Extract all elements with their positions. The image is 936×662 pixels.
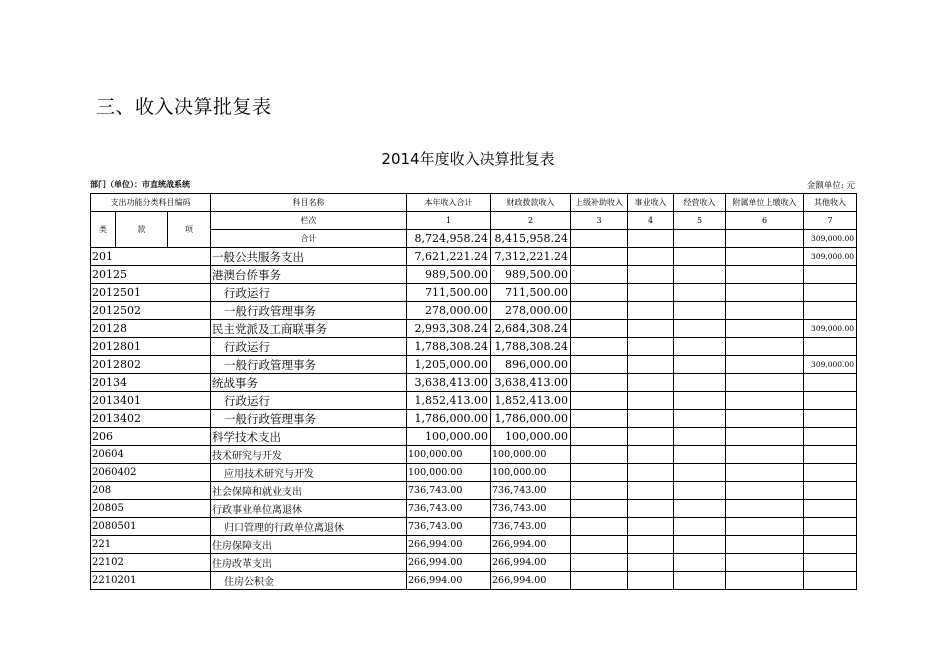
subject-code: 20128 <box>91 320 211 338</box>
subject-code: 2012802 <box>91 356 211 374</box>
fiscal-income: 266,994.00 <box>491 536 571 554</box>
subject-name-header: 科目名称 <box>211 194 407 212</box>
total-income: 989,500.00 <box>407 266 491 284</box>
business-income <box>628 248 674 266</box>
business-income <box>628 554 674 572</box>
subject-code: 22102 <box>91 554 211 572</box>
business-income <box>628 374 674 392</box>
superior-subsidy <box>571 500 628 518</box>
business-income <box>628 338 674 356</box>
superior-subsidy <box>571 356 628 374</box>
other-income: 309,000.00 <box>804 320 857 338</box>
subject-name: 一般行政管理事务 <box>211 356 407 374</box>
business-income <box>628 572 674 590</box>
business-income <box>628 482 674 500</box>
other-income <box>804 446 857 464</box>
total-income: 736,743.00 <box>407 518 491 536</box>
subject-name: 住房改革支出 <box>211 554 407 572</box>
affiliated-income <box>726 554 804 572</box>
affiliated-income <box>726 266 804 284</box>
fiscal-income: 266,994.00 <box>491 572 571 590</box>
subject-code: 20604 <box>91 446 211 464</box>
total-income: 100,000.00 <box>407 428 491 446</box>
total-income: 100,000.00 <box>407 446 491 464</box>
fiscal-income: 100,000.00 <box>491 464 571 482</box>
subject-name: 行政运行 <box>211 284 407 302</box>
affiliated-income <box>726 410 804 428</box>
subject-code: 2012801 <box>91 338 211 356</box>
total-income: 1,852,413.00 <box>407 392 491 410</box>
business-income <box>628 518 674 536</box>
subject-name: 行政运行 <box>211 338 407 356</box>
affiliated-income <box>726 320 804 338</box>
superior-subsidy <box>571 518 628 536</box>
operating-income <box>674 536 726 554</box>
fiscal-income: 736,743.00 <box>491 482 571 500</box>
table-row <box>91 410 857 428</box>
operating-income <box>674 518 726 536</box>
business-income <box>628 284 674 302</box>
superior-subsidy <box>571 248 628 266</box>
total-value-3 <box>571 230 628 248</box>
table-row <box>91 302 857 320</box>
col-number-4: 4 <box>628 212 674 230</box>
business-income <box>628 266 674 284</box>
other-income <box>804 536 857 554</box>
total-income: 266,994.00 <box>407 572 491 590</box>
subject-code: 20805 <box>91 500 211 518</box>
total-value-1: 8,724,958.24 <box>407 230 491 248</box>
total-income: 3,638,413.00 <box>407 374 491 392</box>
superior-subsidy <box>571 446 628 464</box>
operating-income <box>674 284 726 302</box>
business-income <box>628 392 674 410</box>
code-group-header: 支出功能分类科目编码 <box>91 194 211 212</box>
total-income: 278,000.00 <box>407 302 491 320</box>
fiscal-income: 711,500.00 <box>491 284 571 302</box>
total-income: 1,205,000.00 <box>407 356 491 374</box>
superior-subsidy <box>571 428 628 446</box>
business-income <box>628 302 674 320</box>
affiliated-income <box>726 482 804 500</box>
amount-unit-label: 金额单位: 元 <box>806 181 855 191</box>
operating-income <box>674 464 726 482</box>
subject-code: 2012502 <box>91 302 211 320</box>
total-income: 266,994.00 <box>407 536 491 554</box>
total-income: 7,621,221.24 <box>407 248 491 266</box>
superior-subsidy <box>571 536 628 554</box>
col-number-5: 5 <box>674 212 726 230</box>
total-income: 711,500.00 <box>407 284 491 302</box>
affiliated-income <box>726 446 804 464</box>
operating-income <box>674 554 726 572</box>
table-title: 2014年度收入决算批复表 <box>381 150 555 168</box>
subject-code: 2013401 <box>91 392 211 410</box>
operating-income <box>674 482 726 500</box>
table-row <box>91 266 857 284</box>
col-number-2: 2 <box>491 212 571 230</box>
operating-income <box>674 392 726 410</box>
table-row <box>91 428 857 446</box>
total-income: 2,993,308.24 <box>407 320 491 338</box>
business-income <box>628 446 674 464</box>
col-header-3: 上级补助收入 <box>571 194 628 212</box>
operating-income <box>674 338 726 356</box>
subject-code: 206 <box>91 428 211 446</box>
operating-income <box>674 356 726 374</box>
subject-name: 一般公共服务支出 <box>211 248 407 266</box>
total-income: 1,788,308.24 <box>407 338 491 356</box>
superior-subsidy <box>571 482 628 500</box>
subject-code: 221 <box>91 536 211 554</box>
business-income <box>628 356 674 374</box>
total-income: 266,994.00 <box>407 554 491 572</box>
operating-income <box>674 374 726 392</box>
section-title: 三、收入决算批复表 <box>96 96 272 118</box>
table-row <box>91 464 857 482</box>
superior-subsidy <box>571 464 628 482</box>
lei-header: 类 <box>91 212 116 248</box>
total-value-2: 8,415,958.24 <box>491 230 571 248</box>
superior-subsidy <box>571 572 628 590</box>
other-income <box>804 410 857 428</box>
superior-subsidy <box>571 266 628 284</box>
total-value-6 <box>726 230 804 248</box>
superior-subsidy <box>571 554 628 572</box>
subject-name: 住房公积金 <box>211 572 407 590</box>
operating-income <box>674 248 726 266</box>
superior-subsidy <box>571 410 628 428</box>
superior-subsidy <box>571 284 628 302</box>
table-row <box>91 536 857 554</box>
col-number-7: 7 <box>804 212 857 230</box>
col-number-6: 6 <box>726 212 804 230</box>
other-income: 309,000.00 <box>804 248 857 266</box>
affiliated-income <box>726 428 804 446</box>
affiliated-income <box>726 500 804 518</box>
subject-name: 住房保障支出 <box>211 536 407 554</box>
other-income <box>804 554 857 572</box>
superior-subsidy <box>571 302 628 320</box>
other-income <box>804 302 857 320</box>
col-header-2: 财政拨款收入 <box>491 194 571 212</box>
other-income <box>804 572 857 590</box>
fiscal-income: 1,852,413.00 <box>491 392 571 410</box>
fiscal-income: 100,000.00 <box>491 446 571 464</box>
operating-income <box>674 320 726 338</box>
table-row <box>91 518 857 536</box>
col-number-3: 3 <box>571 212 628 230</box>
affiliated-income <box>726 284 804 302</box>
subject-name: 一般行政管理事务 <box>211 302 407 320</box>
subject-code: 20134 <box>91 374 211 392</box>
subject-code: 2080501 <box>91 518 211 536</box>
other-income <box>804 266 857 284</box>
affiliated-income <box>726 572 804 590</box>
affiliated-income <box>726 338 804 356</box>
subject-name: 社会保障和就业支出 <box>211 482 407 500</box>
operating-income <box>674 428 726 446</box>
total-value-4 <box>628 230 674 248</box>
total-income: 100,000.00 <box>407 464 491 482</box>
affiliated-income <box>726 464 804 482</box>
col-number-1: 1 <box>407 212 491 230</box>
total-value-7: 309,000.00 <box>804 230 857 248</box>
other-income <box>804 500 857 518</box>
col-header-7: 其他收入 <box>804 194 857 212</box>
fiscal-income: 278,000.00 <box>491 302 571 320</box>
table-row <box>91 572 857 590</box>
lanci-label: 栏次 <box>211 212 407 230</box>
operating-income <box>674 500 726 518</box>
table-row <box>91 374 857 392</box>
col-header-4: 事业收入 <box>628 194 674 212</box>
total-income: 736,743.00 <box>407 500 491 518</box>
subject-code: 2060402 <box>91 464 211 482</box>
superior-subsidy <box>571 392 628 410</box>
fiscal-income: 989,500.00 <box>491 266 571 284</box>
fiscal-income: 1,788,308.24 <box>491 338 571 356</box>
operating-income <box>674 446 726 464</box>
col-header-1: 本年收入合计 <box>407 194 491 212</box>
subject-name: 港澳台侨事务 <box>211 266 407 284</box>
department-label: 部门（单位）：市直统战系统 <box>90 180 190 189</box>
table-row <box>91 500 857 518</box>
total-income: 736,743.00 <box>407 482 491 500</box>
fiscal-income: 1,786,000.00 <box>491 410 571 428</box>
table-row <box>91 392 857 410</box>
affiliated-income <box>726 536 804 554</box>
other-income <box>804 338 857 356</box>
header-row-1 <box>91 194 857 212</box>
affiliated-income <box>726 392 804 410</box>
business-income <box>628 464 674 482</box>
other-income <box>804 284 857 302</box>
other-income <box>804 374 857 392</box>
business-income <box>628 500 674 518</box>
fiscal-income: 7,312,221.24 <box>491 248 571 266</box>
subject-code: 20125 <box>91 266 211 284</box>
fiscal-income: 3,638,413.00 <box>491 374 571 392</box>
table-row <box>91 284 857 302</box>
subject-name: 统战事务 <box>211 374 407 392</box>
superior-subsidy <box>571 338 628 356</box>
other-income <box>804 464 857 482</box>
total-label: 合计 <box>211 230 407 248</box>
table-row <box>91 446 857 464</box>
col-header-6: 附属单位上缴收入 <box>726 194 804 212</box>
subject-name: 行政运行 <box>211 392 407 410</box>
business-income <box>628 320 674 338</box>
fiscal-income: 736,743.00 <box>491 518 571 536</box>
operating-income <box>674 410 726 428</box>
other-income <box>804 518 857 536</box>
subject-name: 民主党派及工商联事务 <box>211 320 407 338</box>
other-income <box>804 392 857 410</box>
subject-code: 2210201 <box>91 572 211 590</box>
subject-name: 一般行政管理事务 <box>211 410 407 428</box>
subject-code: 201 <box>91 248 211 266</box>
subject-name: 应用技术研究与开发 <box>211 464 407 482</box>
col-header-5: 经营收入 <box>674 194 726 212</box>
subject-code: 208 <box>91 482 211 500</box>
subject-name: 科学技术支出 <box>211 428 407 446</box>
superior-subsidy <box>571 374 628 392</box>
table-row <box>91 554 857 572</box>
other-income: 309,000.00 <box>804 356 857 374</box>
affiliated-income <box>726 518 804 536</box>
total-value-5 <box>674 230 726 248</box>
affiliated-income <box>726 302 804 320</box>
total-income: 1,786,000.00 <box>407 410 491 428</box>
table-row <box>91 320 857 338</box>
subject-code: 2013402 <box>91 410 211 428</box>
fiscal-income: 266,994.00 <box>491 554 571 572</box>
xiang-header: 项 <box>168 212 211 248</box>
fiscal-income: 2,684,308.24 <box>491 320 571 338</box>
fiscal-income: 736,743.00 <box>491 500 571 518</box>
fiscal-income: 896,000.00 <box>491 356 571 374</box>
subject-code: 2012501 <box>91 284 211 302</box>
other-income <box>804 482 857 500</box>
affiliated-income <box>726 356 804 374</box>
operating-income <box>674 302 726 320</box>
other-income <box>804 428 857 446</box>
operating-income <box>674 572 726 590</box>
header-row-2 <box>91 212 857 230</box>
business-income <box>628 536 674 554</box>
subject-name: 行政事业单位离退休 <box>211 500 407 518</box>
table-row <box>91 482 857 500</box>
table-row <box>91 356 857 374</box>
income-table <box>90 193 857 590</box>
affiliated-income <box>726 248 804 266</box>
table-row <box>91 248 857 266</box>
operating-income <box>674 266 726 284</box>
subject-name: 技术研究与开发 <box>211 446 407 464</box>
fiscal-income: 100,000.00 <box>491 428 571 446</box>
subject-name: 归口管理的行政单位离退休 <box>211 518 407 536</box>
affiliated-income <box>726 374 804 392</box>
kuan-header: 款 <box>116 212 168 248</box>
table-row <box>91 338 857 356</box>
business-income <box>628 428 674 446</box>
business-income <box>628 410 674 428</box>
superior-subsidy <box>571 320 628 338</box>
